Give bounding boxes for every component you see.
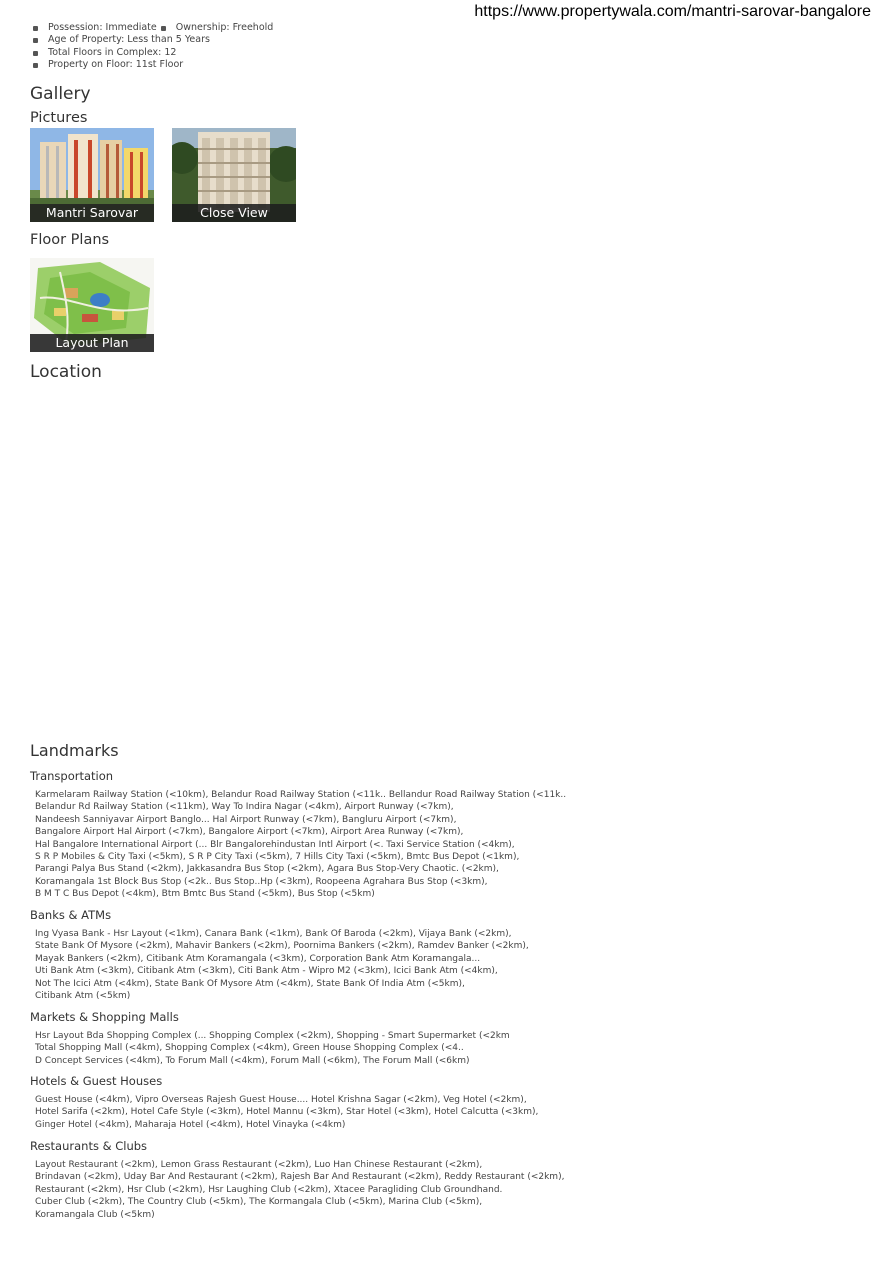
landmark-line: State Bank Of Mysore (<2km), Mahavir Bankers (<2km), Poornima Bankers (<2km), Ramdev Banker (<2km), — [35, 941, 529, 952]
pictures-title: Pictures — [30, 110, 88, 126]
landmark-line: Guest House (<4km), Vipro Overseas Rajesh Guest House.... Hotel Krishna Sagar (<2km), Veg Hotel (<2km), — [35, 1095, 527, 1105]
hotels-guest-houses-list — [35, 1094, 538, 1131]
floor-plan-thumb-layout-plan[interactable] — [30, 258, 154, 352]
banks-atms-title: Banks & ATMs — [30, 908, 112, 922]
page-url[interactable]: https://www.propertywala.com/mantri-sarovar-bangalore — [474, 3, 871, 20]
landmark-line: B M T C Bus Depot (<4km), Btm Bmtc Bus Stand (<5km), Bus Stop (<5km) — [35, 889, 375, 900]
floor-plan-caption: Layout Plan — [30, 334, 154, 352]
landmark-line: Hsr Layout Bda Shopping Complex (... Shopping Complex (<2km), Shopping - Smart Supermarket (<2km — [35, 1031, 510, 1041]
landmark-line: Uti Bank Atm (<3km), Citibank Atm (<3km), Citi Bank Atm - Wipro M2 (<3km), Icici Bank Atm (<4km), — [35, 966, 498, 977]
landmark-line: Parangi Palya Bus Stand (<2km), Jakkasandra Bus Stop (<2km), Agara Bus Stop-Very Chaotic. (<2km), — [35, 864, 499, 875]
landmark-line: Koramangala 1st Block Bus Stop (<2k.. Bus Stop..Hp (<3km), Roopeena Agrahara Bus Stop (<3km), — [35, 876, 488, 887]
landmark-line: Not The Icici Atm (<4km), State Bank Of Mysore Atm (<4km), State Bank Of India Atm (<5km), — [35, 978, 465, 989]
facts-row-possession — [33, 22, 273, 34]
bullet-icon — [33, 26, 38, 31]
possession-fact: Possession: Immediate — [48, 22, 157, 33]
picture-thumb-close-view[interactable] — [172, 128, 296, 222]
landmark-line: D Concept Services (<4km), To Forum Mall (<4km), Forum Mall (<6km), The Forum Mall (<6km) — [35, 1055, 470, 1066]
picture-caption: Close View — [172, 204, 296, 222]
facts-row-age — [33, 34, 273, 46]
landmark-line: Total Shopping Mall (<4km), Shopping Complex (<4km), Green House Shopping Complex (<4.. — [35, 1043, 464, 1054]
property-facts-list — [33, 22, 273, 72]
landmark-line: Karmelaram Railway Station (<10km), Belandur Road Railway Station (<11k.. Bellandur Road Railway Station (<11k.. — [35, 790, 567, 800]
markets-malls-list — [35, 1030, 510, 1067]
on-floor-fact: Property on Floor: 11st Floor — [48, 59, 184, 71]
landmark-line: Restaurant (<2km), Hsr Club (<2km), Hsr Laughing Club (<2km), Xtacee Paragliding Club Groundhand. — [35, 1184, 503, 1195]
banks-atms-list — [35, 928, 529, 1002]
landmark-line: Mayak Bankers (<2km), Citibank Atm Koramangala (<3km), Corporation Bank Atm Koramangala... — [35, 953, 481, 964]
landmark-line: Bangalore Airport Hal Airport (<7km), Bangalore Airport (<7km), Airport Area Runway (<7km), — [35, 827, 464, 838]
landmark-line: Layout Restaurant (<2km), Lemon Grass Restaurant (<2km), Luo Han Chinese Restaurant (<2km), — [35, 1160, 483, 1170]
ownership-fact: Ownership: Freehold — [175, 22, 274, 33]
landmark-line: Brindavan (<2km), Uday Bar And Restaurant (<2km), Rajesh Bar And Restaurant (<2km), Reddy Restaurant (<2km), — [35, 1172, 565, 1183]
restaurants-clubs-title: Restaurants & Clubs — [30, 1139, 148, 1153]
landmark-line: Hal Bangalore International Airport (... Blr Bangalorehindustan Intl Airport (<. Taxi Service Station (<4km), — [35, 839, 515, 850]
bullet-icon — [33, 51, 38, 56]
landmark-line: Nandeesh Sanniyavar Airport Banglo... Hal Airport Runway (<7km), Bangluru Airport (<7km), — [35, 814, 457, 825]
bullet-icon — [33, 63, 38, 68]
age-fact: Age of Property: Less than 5 Years — [48, 34, 210, 46]
picture-caption: Mantri Sarovar — [30, 204, 154, 222]
landmark-line: Cuber Club (<2km), The Country Club (<5km), The Kormangala Club (<5km), Marina Club (<5km), — [35, 1197, 483, 1208]
picture-thumb-mantri-sarovar[interactable] — [30, 128, 154, 222]
facts-row-on-floor — [33, 59, 273, 71]
location-title: Location — [30, 362, 102, 382]
total-floors-fact: Total Floors in Complex: 12 — [48, 46, 177, 58]
transportation-title: Transportation — [30, 769, 114, 783]
landmarks-title: Landmarks — [30, 741, 119, 760]
landmark-line: Hotel Sarifa (<2km), Hotel Cafe Style (<3km), Hotel Mannu (<3km), Star Hotel (<3km), Hotel Calcutta (<3km), — [35, 1107, 539, 1118]
facts-row-total-floors — [33, 47, 273, 59]
bullet-icon — [161, 26, 166, 31]
landmark-line: Belandur Rd Railway Station (<11km), Way To Indira Nagar (<4km), Airport Runway (<7km), — [35, 802, 454, 813]
landmark-line: Ing Vyasa Bank - Hsr Layout (<1km), Canara Bank (<1km), Bank Of Baroda (<2km), Vijaya Bank (<2km), — [35, 929, 512, 939]
hotels-guest-houses-title: Hotels & Guest Houses — [30, 1074, 163, 1088]
landmark-line: Koramangala Club (<5km) — [35, 1209, 155, 1220]
floor-plans-title: Floor Plans — [30, 232, 110, 248]
location-map-area[interactable] — [30, 390, 862, 730]
bullet-icon — [33, 38, 38, 43]
landmark-line: S R P Mobiles & City Taxi (<5km), S R P City Taxi (<5km), 7 Hills City Taxi (<5km), Bmtc Bus Depot (<1km), — [35, 852, 520, 863]
gallery-title: Gallery — [30, 84, 91, 104]
markets-malls-title: Markets & Shopping Malls — [30, 1010, 179, 1024]
landmark-line: Citibank Atm (<5km) — [35, 991, 131, 1002]
restaurants-clubs-list — [35, 1159, 564, 1221]
transportation-list — [35, 789, 566, 901]
landmark-line: Ginger Hotel (<4km), Maharaja Hotel (<4km), Hotel Vinayka (<4km) — [35, 1119, 346, 1130]
